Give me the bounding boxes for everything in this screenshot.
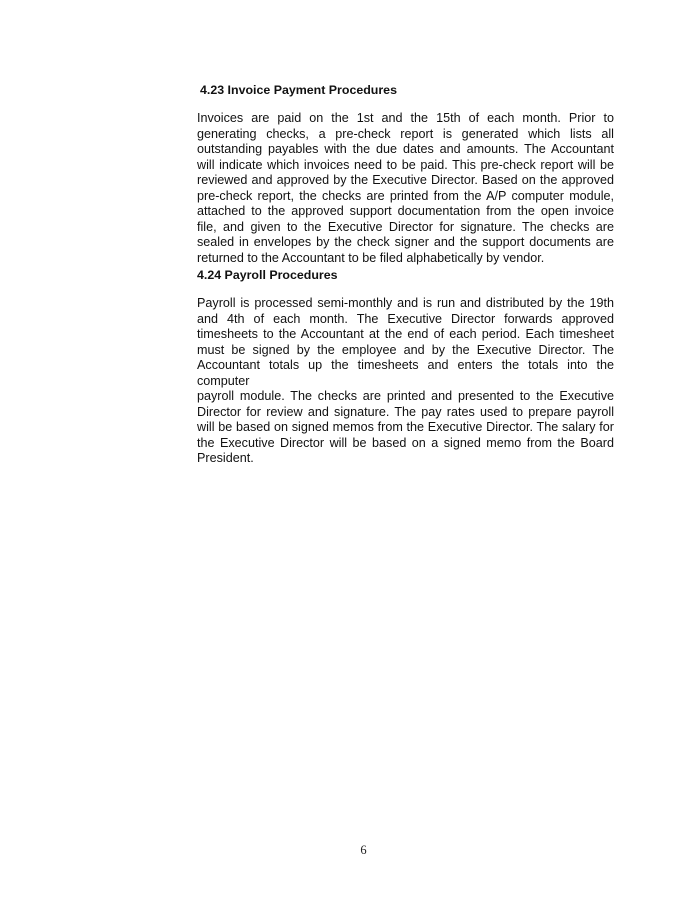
text-line: sealed in envelopes by the check signer and the support documents are	[197, 235, 614, 250]
paragraph-invoice-payment	[197, 111, 614, 266]
text-line: reviewed and approved by the Executive Director. Based on the approved	[197, 173, 614, 188]
section-heading-payroll: 4.24 Payroll Procedures	[197, 268, 338, 282]
text-line: Invoices are paid on the 1st and the 15th of each month. Prior to	[197, 111, 614, 125]
text-line: file, and given to the Executive Director for signature. The checks are	[197, 219, 614, 234]
text-line: timesheets to the Accountant at the end of each period. Each timesheet	[197, 327, 614, 342]
text-line: will be based on signed memos from the Executive Director. The salary for	[197, 420, 614, 435]
paragraph-payroll	[197, 296, 614, 467]
text-line: the Executive Director will be based on a signed memo from the Board	[197, 435, 614, 450]
text-line: must be signed by the employee and by the Executive Director. The	[197, 342, 614, 357]
text-line: attached to the approved support documentation from the open invoice	[197, 204, 614, 219]
text-line: outstanding payables with the due dates and amounts. The Accountant	[197, 142, 614, 157]
text-line: and 4th of each month. The Executive Director forwards approved	[197, 311, 614, 326]
text-line: will indicate which invoices need to be paid. This pre-check report will be	[197, 157, 614, 172]
text-line: President.	[197, 451, 254, 466]
section-heading-invoice-payment: 4.23 Invoice Payment Procedures	[200, 83, 397, 97]
text-line: Accountant totals up the timesheets and enters the totals into the computer	[197, 358, 614, 388]
text-line: Director for review and signature. The pay rates used to prepare payroll	[197, 404, 614, 419]
page-number: 6	[360, 843, 367, 857]
text-line: returned to the Accountant to be filed alphabetically by vendor.	[197, 250, 545, 265]
text-line: Payroll is processed semi-monthly and is run and distributed by the 19th	[197, 296, 614, 310]
text-line: payroll module. The checks are printed and presented to the Executive	[197, 389, 614, 404]
text-line: generating checks, a pre-check report is generated which lists all	[197, 126, 614, 141]
text-line: pre-check report, the checks are printed from the A/P computer module,	[197, 188, 614, 203]
